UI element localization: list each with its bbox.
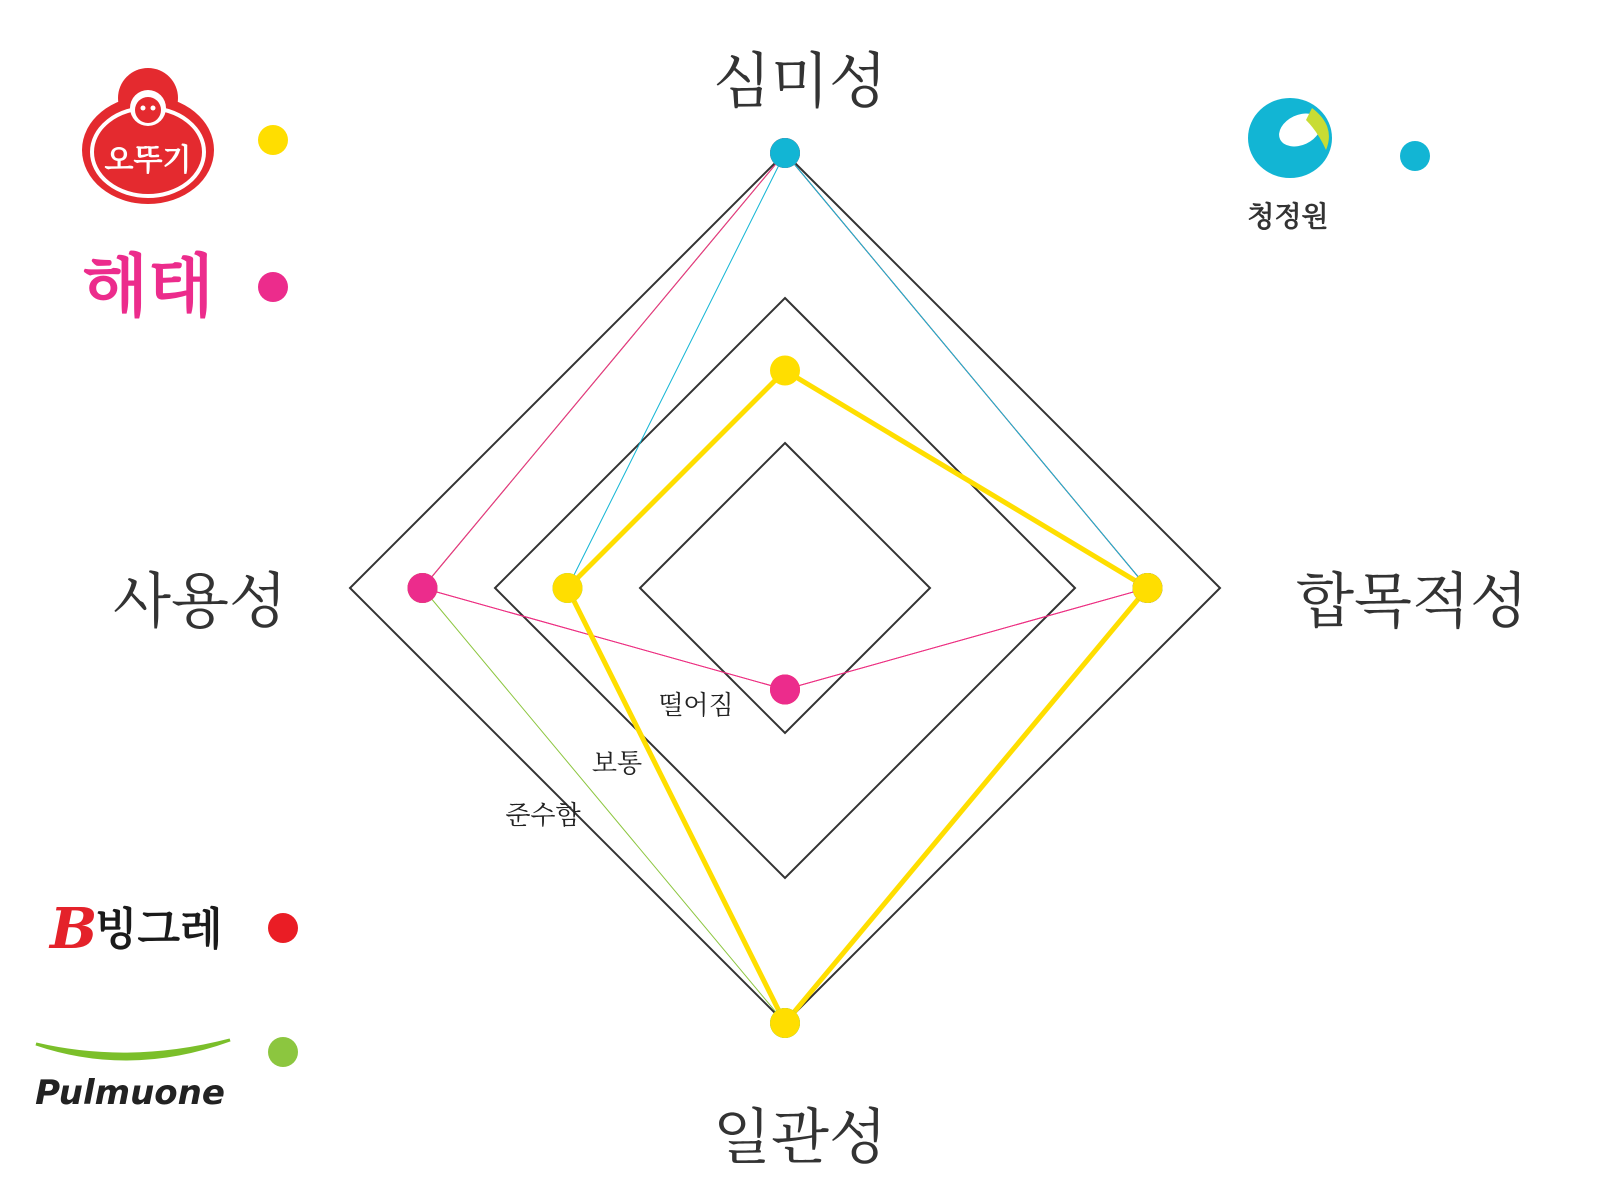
legend-dot-chungjungone — [1400, 141, 1430, 171]
legend-item-haitai — [82, 248, 288, 327]
series-point-4-bottom — [770, 1008, 800, 1038]
series-point-4-left — [553, 573, 583, 603]
radar-grid — [350, 153, 1220, 1023]
axis-label-right: 합목적성 — [1296, 567, 1528, 637]
series-line-2 — [423, 153, 1148, 690]
haitai-logo-text: 해태 — [82, 248, 214, 327]
series-line-4 — [568, 371, 1148, 1024]
legend-dot-pulmuone — [268, 1037, 298, 1067]
series-line-0 — [423, 153, 1148, 690]
legend-item-binggrae — [48, 896, 298, 962]
binggrae-logo-text: 빙그레 — [95, 904, 223, 955]
legend-item-ottogi — [82, 68, 288, 204]
radar-series — [408, 138, 1163, 1038]
grid-ring-3 — [350, 153, 1220, 1023]
binggrae-logo-mark: B — [50, 896, 98, 962]
axis-label-top: 심미성 — [713, 47, 887, 117]
chungjungone-logo-icon — [1248, 98, 1332, 178]
series-point-2-left — [408, 573, 438, 603]
series-line-1 — [423, 153, 1148, 1023]
pulmuone-logo-text: Pulmuone — [35, 1073, 225, 1113]
legend-item-chungjungone — [1247, 98, 1430, 233]
chungjungone-logo-text: 청정원 — [1247, 200, 1329, 233]
series-point-3-top — [770, 138, 800, 168]
ottogi-logo — [82, 68, 214, 204]
series-point-4-right — [1133, 573, 1163, 603]
pulmuone-swoosh-icon — [36, 1040, 230, 1059]
level-label-mid: 보통 — [591, 749, 643, 779]
series-point-2-bottom — [770, 675, 800, 705]
legend-dot-binggrae — [268, 913, 298, 943]
axis-label-left: 사용성 — [113, 567, 287, 637]
level-label-high: 준수함 — [505, 801, 581, 831]
legend-dot-ottogi — [258, 125, 288, 155]
legend-dot-haitai — [258, 272, 288, 302]
level-label-low: 떨어짐 — [658, 691, 734, 721]
axis-label-bottom: 일관성 — [713, 1103, 887, 1173]
series-point-4-top — [770, 356, 800, 386]
ottogi-logo-text: 오뚜기 — [104, 143, 192, 178]
legend-item-pulmuone — [35, 1037, 298, 1113]
